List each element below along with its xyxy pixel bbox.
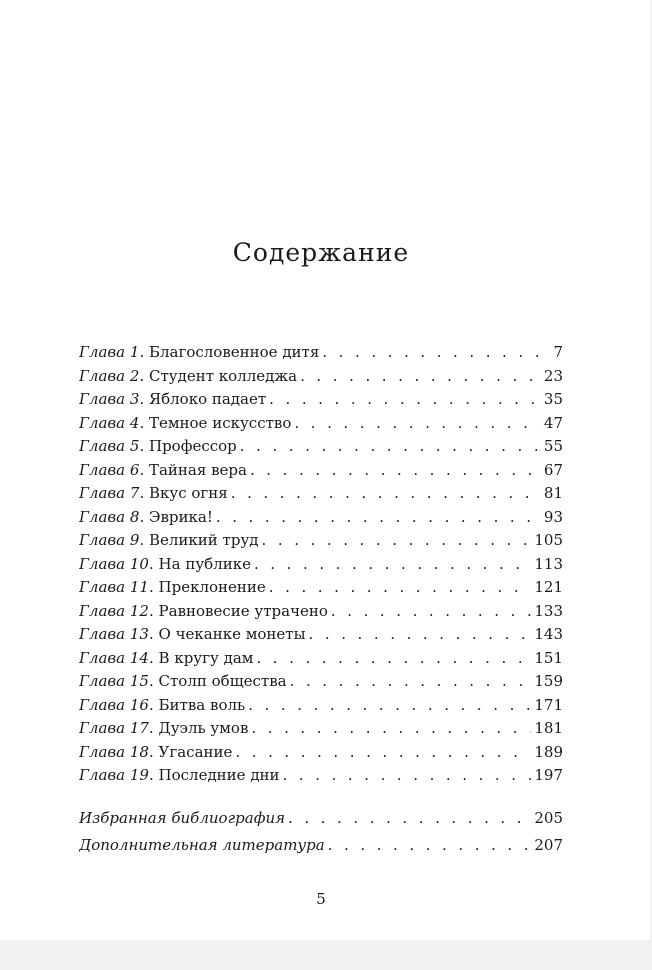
dot-leader — [331, 600, 531, 624]
chapter-title: Яблоко падает — [148, 390, 267, 408]
chapter-label: Глава 8 — [79, 507, 140, 526]
separator: . — [148, 719, 159, 737]
page-ref: 181 — [534, 719, 563, 737]
page-ref: 133 — [534, 601, 563, 620]
toc-entry-chapter-1 — [79, 341, 563, 365]
separator: . — [148, 554, 159, 573]
chapter-title: Преклонение — [158, 578, 266, 596]
toc-entry-chapter-17 — [79, 717, 563, 741]
chapter-title: Темное искусство — [148, 413, 292, 432]
chapter-label: Глава 7 — [79, 484, 140, 502]
page-ref: 171 — [534, 695, 563, 714]
toc-entry-chapter-6 — [79, 459, 563, 483]
page-ref: 189 — [534, 742, 563, 761]
toc-entry-chapter-2 — [79, 365, 563, 389]
dot-leader — [251, 717, 531, 741]
dot-leader — [309, 623, 532, 647]
chapter-title: В кругу дам — [158, 648, 254, 667]
toc-entry-chapter-12 — [79, 600, 563, 624]
toc-entry-chapter-10 — [79, 553, 563, 577]
chapter-label: Глава 1 — [79, 343, 140, 361]
separator: . — [148, 578, 159, 596]
page-title: Содержание — [232, 238, 410, 267]
dot-leader — [256, 647, 531, 671]
dot-leader — [290, 670, 532, 694]
page-ref: 7 — [553, 343, 563, 361]
toc-entry-chapter-11 — [79, 576, 563, 600]
chapter-title: Угасание — [158, 742, 233, 761]
separator: . — [139, 413, 149, 432]
toc-entry-chapter-8 — [79, 506, 563, 530]
dot-leader — [216, 506, 541, 530]
chapter-label: Глава 13 — [79, 625, 149, 643]
page-ref: 205 — [534, 809, 563, 827]
dot-leader — [231, 482, 541, 506]
chapter-title: Великий труд — [148, 531, 259, 549]
chapter-title: Дуэль умов — [158, 719, 249, 737]
toc-entry-chapter-4 — [79, 412, 563, 436]
separator: . — [148, 601, 159, 620]
chapter-label: Глава 2 — [79, 366, 140, 385]
chapter-label: Глава 3 — [79, 390, 140, 408]
chapter-title: Тайная вера — [148, 460, 247, 479]
page-ref: 55 — [543, 437, 563, 455]
chapter-title: Вкус огня — [148, 484, 228, 502]
separator: . — [139, 366, 149, 385]
toc-entry-back-matter — [79, 805, 563, 832]
chapter-label: Глава 14 — [79, 648, 149, 667]
toc-entry-chapter-5 — [79, 435, 563, 459]
chapter-title: Битва воль — [158, 695, 246, 714]
chapter-label: Глава 15 — [79, 672, 149, 690]
toc-entry-chapter-15 — [79, 670, 563, 694]
page-ref: 81 — [543, 484, 563, 502]
separator: . — [148, 742, 159, 761]
page-ref: 23 — [543, 366, 563, 385]
chapter-title: Студент колледжа — [148, 366, 298, 385]
back-matter-title: Дополнительная литература — [79, 836, 325, 854]
chapter-title: На публике — [158, 554, 251, 573]
chapter-label: Глава 16 — [79, 695, 149, 714]
chapter-label: Глава 11 — [79, 578, 149, 596]
page-ref: 121 — [534, 578, 563, 596]
dot-leader — [248, 694, 531, 718]
page-ref: 207 — [534, 836, 563, 854]
dot-leader — [235, 741, 531, 765]
chapter-title: Эврика! — [148, 507, 213, 526]
separator: . — [139, 507, 149, 526]
dot-leader — [240, 435, 541, 459]
dot-leader — [262, 529, 532, 553]
dot-leader — [288, 805, 531, 832]
dot-leader — [300, 365, 541, 389]
page-ref: 93 — [543, 507, 563, 526]
chapter-title: Благословенное дитя — [148, 343, 320, 361]
toc-entry-chapter-13 — [79, 623, 563, 647]
chapter-label: Глава 17 — [79, 719, 149, 737]
separator: . — [148, 648, 159, 667]
page-ref: 105 — [534, 531, 563, 549]
chapter-label: Глава 10 — [79, 554, 149, 573]
page-ref: 159 — [534, 672, 563, 690]
chapter-label: Глава 12 — [79, 601, 149, 620]
separator: . — [139, 390, 149, 408]
page-ref: 35 — [543, 390, 563, 408]
chapter-label: Глава 5 — [79, 437, 140, 455]
separator: . — [148, 625, 159, 643]
separator: . — [139, 484, 149, 502]
separator: . — [148, 766, 159, 784]
page-number: 5 — [316, 890, 326, 908]
dot-leader — [250, 459, 541, 483]
page-ref: 47 — [543, 413, 563, 432]
dot-leader — [328, 832, 532, 859]
toc-entry-back-matter — [79, 832, 563, 859]
dot-leader — [269, 576, 532, 600]
page-ref: 113 — [534, 554, 563, 573]
toc-entry-chapter-9 — [79, 529, 563, 553]
dot-leader — [254, 553, 531, 577]
toc-entry-chapter-18 — [79, 741, 563, 765]
chapter-title: О чеканке монеты — [158, 625, 306, 643]
chapter-label: Глава 4 — [79, 413, 140, 432]
chapter-label: Глава 9 — [79, 531, 140, 549]
chapter-list — [79, 341, 563, 788]
chapter-title: Профессор — [148, 437, 237, 455]
dot-leader — [283, 764, 532, 788]
chapter-title: Равновесие утрачено — [158, 601, 328, 620]
page-ref: 197 — [534, 766, 563, 784]
back-matter-title: Избранная библиография — [79, 809, 286, 827]
back-matter-list — [79, 805, 563, 859]
toc-entry-chapter-7 — [79, 482, 563, 506]
toc-entry-chapter-19 — [79, 764, 563, 788]
chapter-title: Последние дни — [158, 766, 280, 784]
page-ref: 151 — [534, 648, 563, 667]
separator: . — [139, 460, 149, 479]
separator: . — [148, 672, 159, 690]
dot-leader — [294, 412, 541, 436]
chapter-title: Столп общества — [158, 672, 287, 690]
separator: . — [139, 343, 149, 361]
separator: . — [139, 531, 149, 549]
chapter-label: Глава 6 — [79, 460, 140, 479]
dot-leader — [322, 341, 550, 365]
separator: . — [148, 695, 159, 714]
toc-entry-chapter-16 — [79, 694, 563, 718]
dot-leader — [269, 388, 541, 412]
separator: . — [139, 437, 149, 455]
page-ref: 67 — [543, 460, 563, 479]
chapter-label: Глава 19 — [79, 766, 149, 784]
toc-entry-chapter-14 — [79, 647, 563, 671]
chapter-label: Глава 18 — [79, 742, 149, 761]
toc-entry-chapter-3 — [79, 388, 563, 412]
page-ref: 143 — [534, 625, 563, 643]
